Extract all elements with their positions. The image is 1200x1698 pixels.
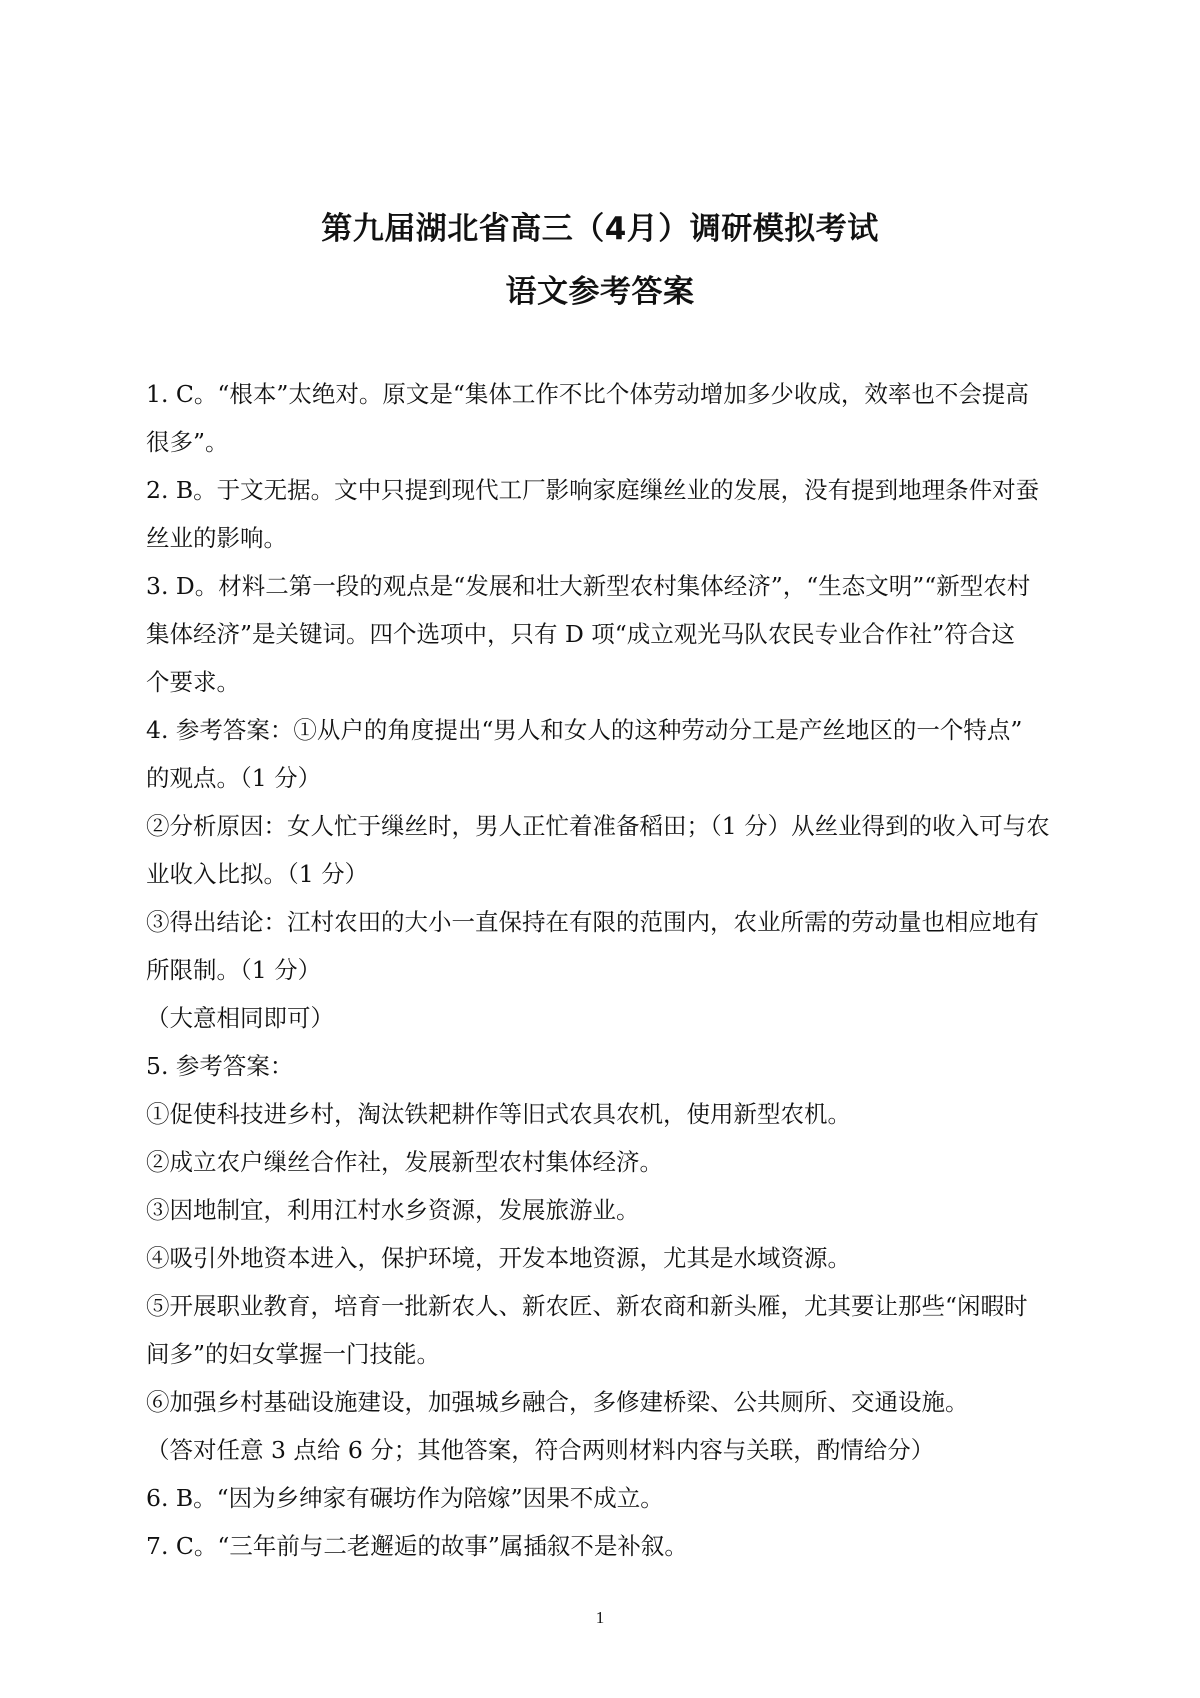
answer-body <box>146 370 1058 1570</box>
answer-line: 集体经济”是关键词。四个选项中，只有 D 项“成立观光马队农民专业合作社”符合这 <box>146 620 1015 648</box>
answer-line: 3. D。材料二第一段的观点是“发展和壮大新型农村集体经济”，“生态文明”“新型农村 <box>146 572 1031 600</box>
answer-line: 2. B。于文无据。文中只提到现代工厂影响家庭缫丝业的发展，没有提到地理条件对蚕 <box>146 476 1040 504</box>
answer-line: （大意相同即可） <box>146 1004 334 1032</box>
answer-line: ④吸引外地资本进入，保护环境，开发本地资源，尤其是水域资源。 <box>146 1244 851 1272</box>
answer-line: 6. B。“因为乡绅家有碾坊作为陪嫁”因果不成立。 <box>146 1484 664 1512</box>
answer-line: 的观点。（1 分） <box>146 764 322 792</box>
answer-line: ③因地制宜，利用江村水乡资源，发展旅游业。 <box>146 1196 640 1224</box>
answer-line: 间多”的妇女掌握一门技能。 <box>146 1340 441 1368</box>
answer-line: 丝业的影响。 <box>146 524 287 552</box>
answer-line: 7. C。“三年前与二老邂逅的故事”属插叙不是补叙。 <box>146 1532 688 1560</box>
answer-line: ③得出结论：江村农田的大小一直保持在有限的范围内，农业所需的劳动量也相应地有 <box>146 908 1039 936</box>
page-number: 1 <box>595 1608 605 1627</box>
answer-line: ⑥加强乡村基础设施建设，加强城乡融合，多修建桥梁、公共厕所、交通设施。 <box>146 1388 969 1416</box>
answer-line: ②分析原因：女人忙于缫丝时，男人正忙着准备稻田；（1 分）从丝业得到的收入可与农 <box>146 812 1050 840</box>
answer-line: ②成立农户缫丝合作社，发展新型农村集体经济。 <box>146 1148 663 1176</box>
answer-line: （答对任意 3 点给 6 分；其他答案，符合两则材料内容与关联，酌情给分） <box>146 1436 935 1464</box>
answer-line: ⑤开展职业教育，培育一批新农人、新农匠、新农商和新头雁，尤其要让那些“闲暇时 <box>146 1292 1028 1320</box>
answer-line: 很多”。 <box>146 428 229 456</box>
answer-line: 1. C。“根本”太绝对。原文是“集体工作不比个体劳动增加多少收成，效率也不会提高 <box>146 380 1029 408</box>
document-subtitle: 语文参考答案 <box>505 274 695 310</box>
answer-line: 业收入比拟。（1 分） <box>146 860 369 888</box>
answer-line: 4. 参考答案：①从户的角度提出“男人和女人的这种劳动分工是产丝地区的一个特点” <box>146 716 1023 744</box>
answer-line: ①促使科技进乡村，淘汰铁耙耕作等旧式农具农机，使用新型农机。 <box>146 1100 851 1128</box>
answer-line: 5. 参考答案： <box>146 1052 294 1080</box>
document-title: 第九届湖北省高三（4月）调研模拟考试 <box>321 211 879 247</box>
answer-line: 个要求。 <box>146 668 240 696</box>
answer-line: 所限制。（1 分） <box>146 956 322 984</box>
